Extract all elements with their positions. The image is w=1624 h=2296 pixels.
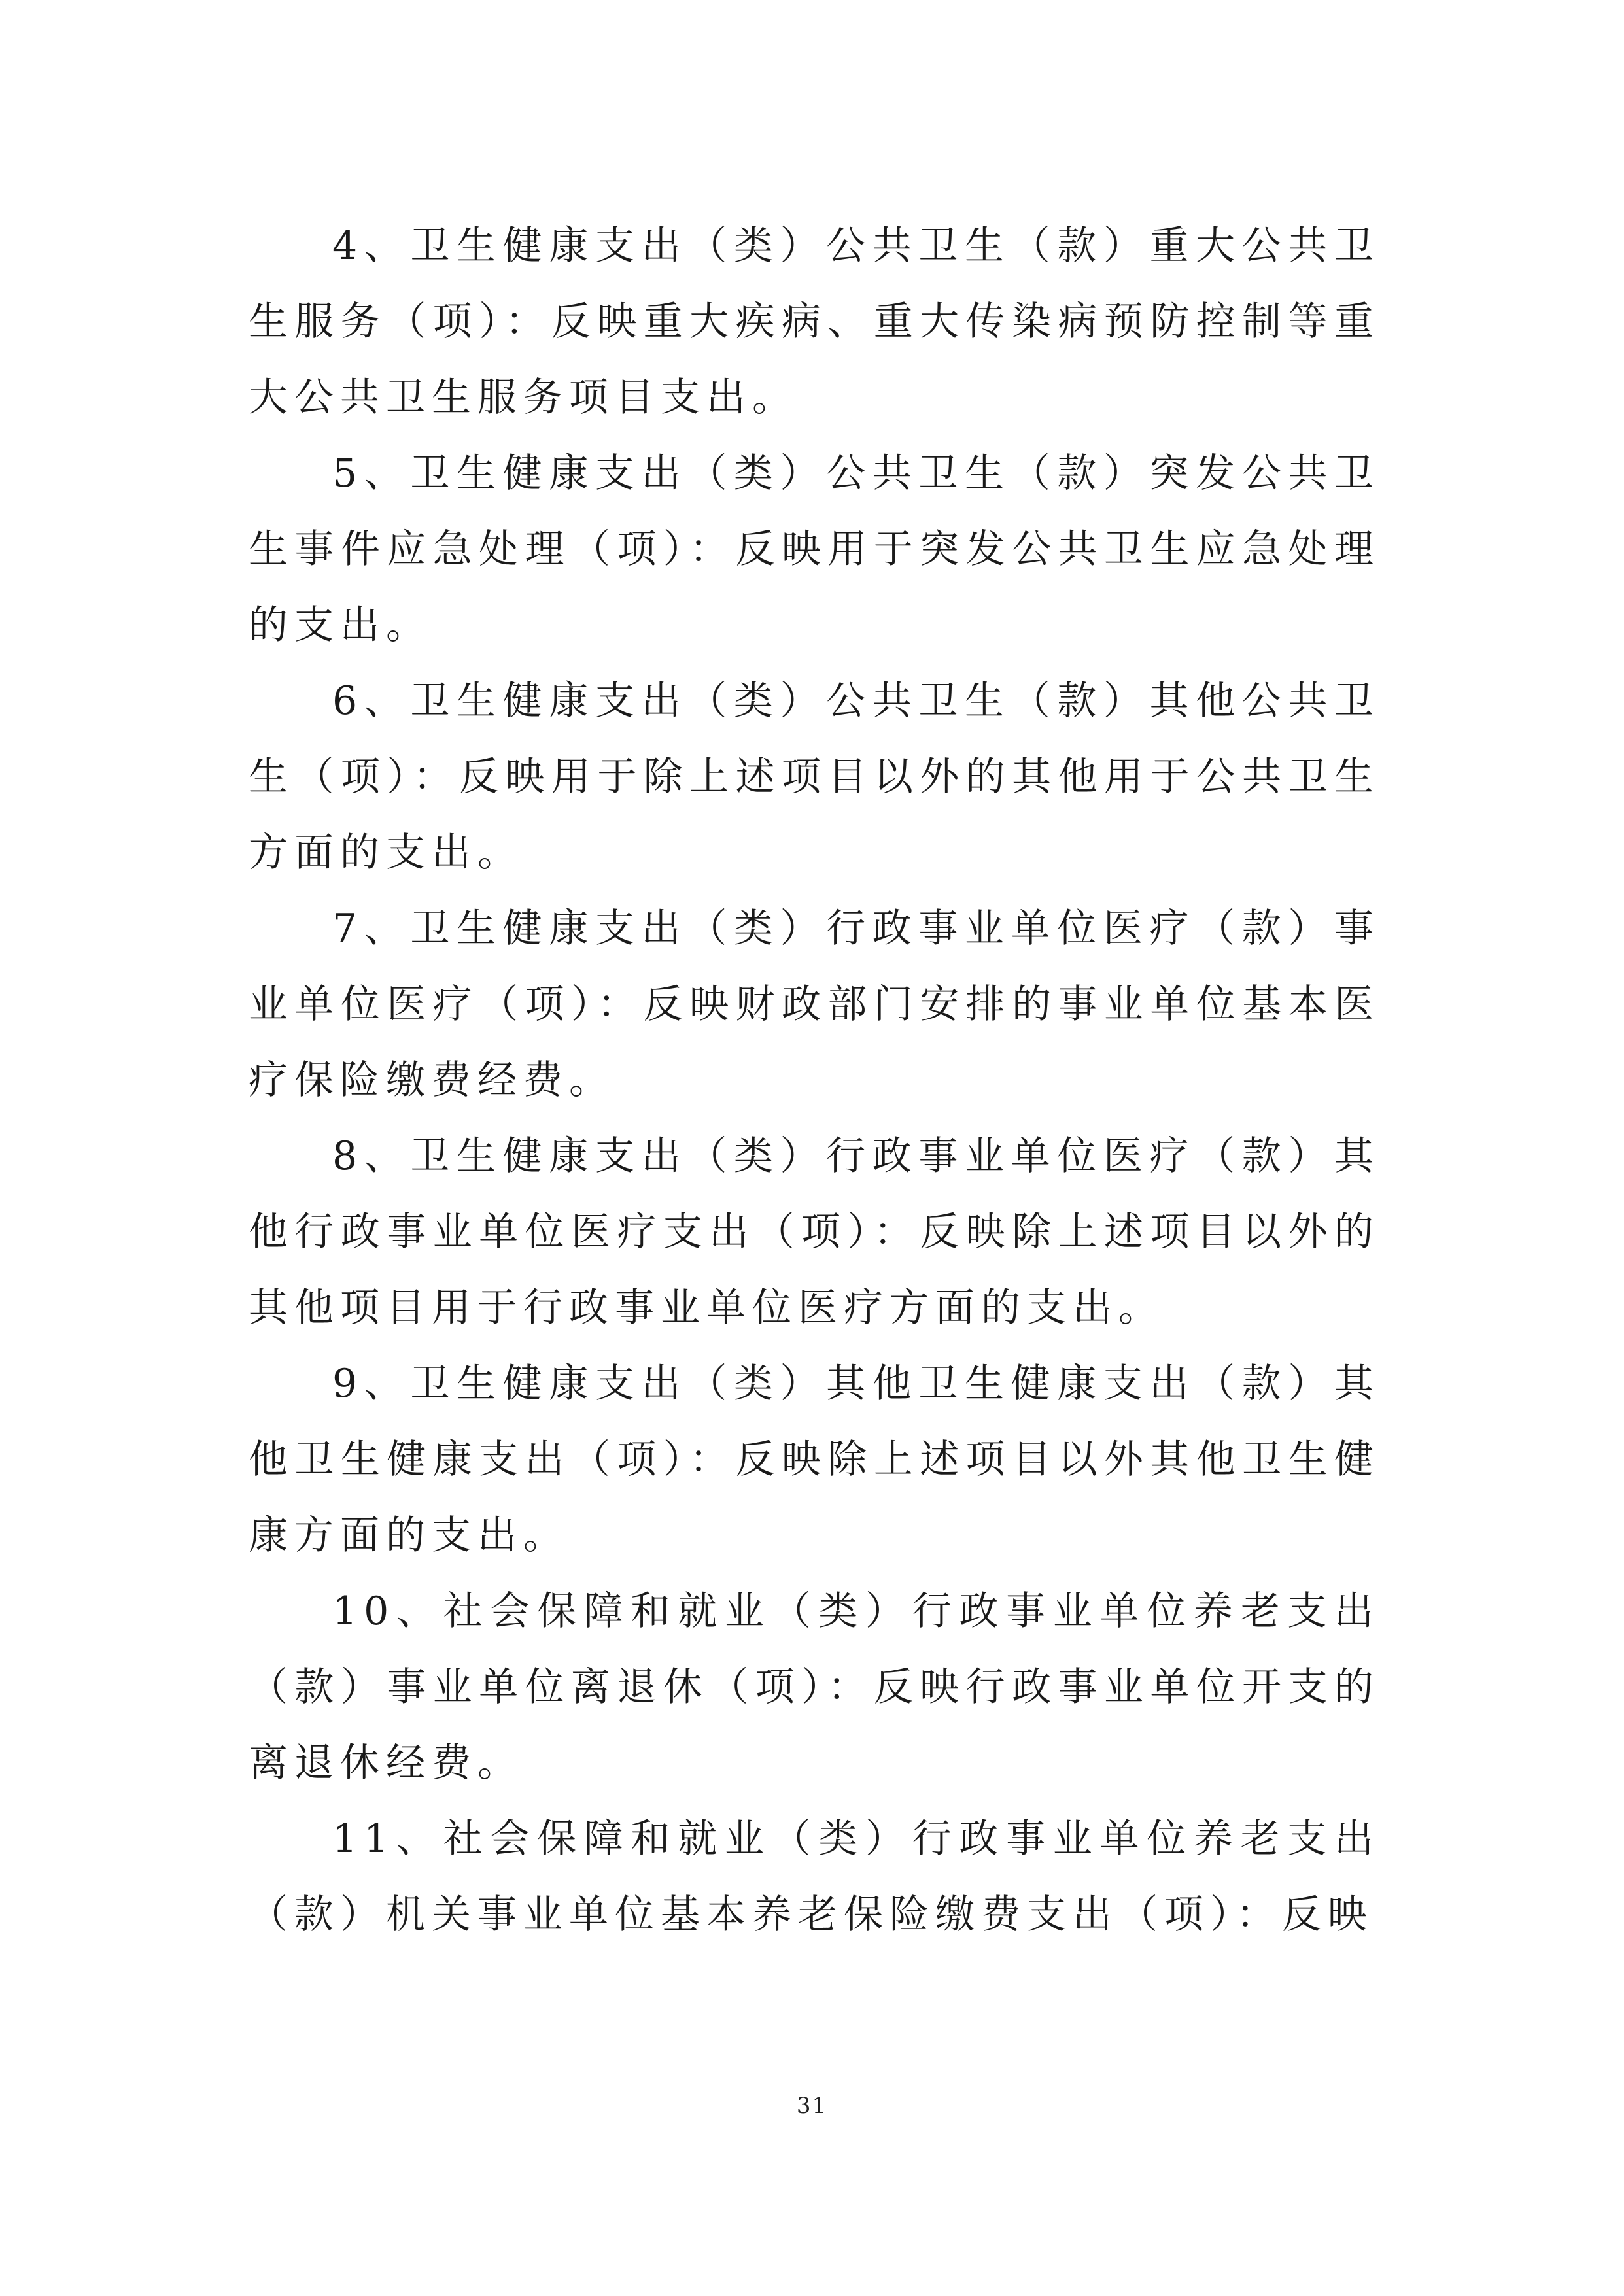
paragraph-item-7: 7、卫生健康支出（类）行政事业单位医疗（款）事业单位医疗（项）：反映财政部门安排的事业单位基本医疗保险缴费经费。 — [249, 906, 1380, 1103]
paragraph-item-10: 10、社会保障和就业（类）行政事业单位养老支出（款）事业单位离退休（项）：反映行政事业单位开支的离退休经费。 — [249, 1588, 1380, 1786]
document-body — [249, 208, 1380, 1953]
paragraph-item-6: 6、卫生健康支出（类）公共卫生（款）其他公共卫生（项）：反映用于除上述项目以外的其他用于公共卫生方面的支出。 — [249, 678, 1380, 876]
paragraph-item-5: 5、卫生健康支出（类）公共卫生（款）突发公共卫生事件应急处理（项）：反映用于突发公共卫生应急处理的支出。 — [249, 451, 1380, 648]
page-number: 31 — [796, 2093, 828, 2119]
paragraph-item-4: 4、卫生健康支出（类）公共卫生（款）重大公共卫生服务（项）：反映重大疾病、重大传染病预防控制等重大公共卫生服务项目支出。 — [249, 223, 1380, 420]
paragraph-item-8: 8、卫生健康支出（类）行政事业单位医疗（款）其他行政事业单位医疗支出（项）：反映除上述项目以外的其他项目用于行政事业单位医疗方面的支出。 — [249, 1133, 1380, 1331]
paragraph-item-9: 9、卫生健康支出（类）其他卫生健康支出（款）其他卫生健康支出（项）：反映除上述项目以外其他卫生健康方面的支出。 — [249, 1361, 1380, 1558]
paragraph-item-11: 11、社会保障和就业（类）行政事业单位养老支出（款）机关事业单位基本养老保险缴费支出（项）：反映 — [249, 1816, 1380, 1938]
